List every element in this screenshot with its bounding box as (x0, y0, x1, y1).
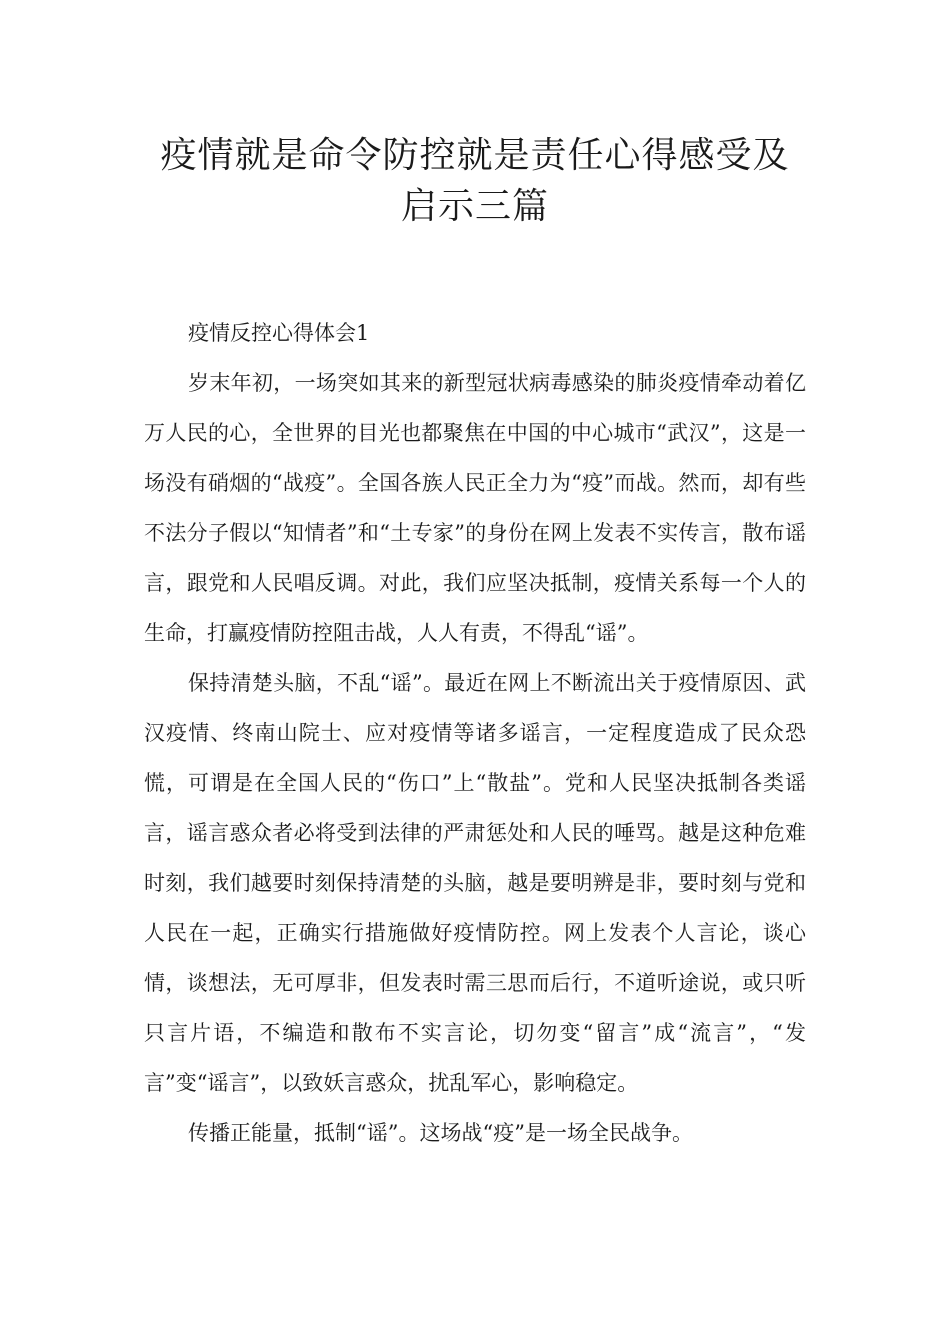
section-subheading: 疫情反控心得体会1 (188, 321, 370, 345)
document-title (144, 130, 806, 232)
body-paragraph-3: 传播正能量，抵制“谣”。这场战“疫”是一场全民战争。 (188, 1121, 693, 1145)
body-paragraph-1: 岁末年初，一场突如其来的新型冠状病毒感染的肺炎疫情牵动着亿万人民的心，全世界的目光也都聚焦在中国的中心城市“武汉”，这是一场没有硝烟的“战疫”。全国各族人民正全力为“疫”而战。然而，却有些不法分子假以“知情者”和“土专家”的身份在网上发表不实传言，散布谣言，跟党和人民唱反调。对此，我们应坚决抵制，疫情关系每一个人的生命，打赢疫情防控阻击战，人人有责，不得乱“谣”。 (144, 371, 806, 645)
title-line-2: 启示三篇 (400, 186, 549, 227)
title-line-1: 疫情就是命令防控就是责任心得感受及 (160, 135, 790, 176)
body-paragraph-2: 保持清楚头脑，不乱“谣”。最近在网上不断流出关于疫情原因、武汉疫情、终南山院士、应对疫情等诸多谣言，一定程度造成了民众恐慌，可谓是在全国人民的“伤口”上“散盐”。党和人民坚决抵制各类谣言，谣言惑众者必将受到法律的严肃惩处和人民的唾骂。越是这种危难时刻，我们越要时刻保持清楚的头脑，越是要明辨是非，要时刻与党和人民在一起，正确实行措施做好疫情防控。网上发表个人言论，谈心情，谈想法，无可厚非，但发表时需三思而后行，不道听途说，或只听只言片语，不编造和散布不实言论，切勿变“留言”成“流言”，“发言”变“谣言”，以致妖言惑众，扰乱军心，影响稳定。 (144, 671, 806, 1095)
